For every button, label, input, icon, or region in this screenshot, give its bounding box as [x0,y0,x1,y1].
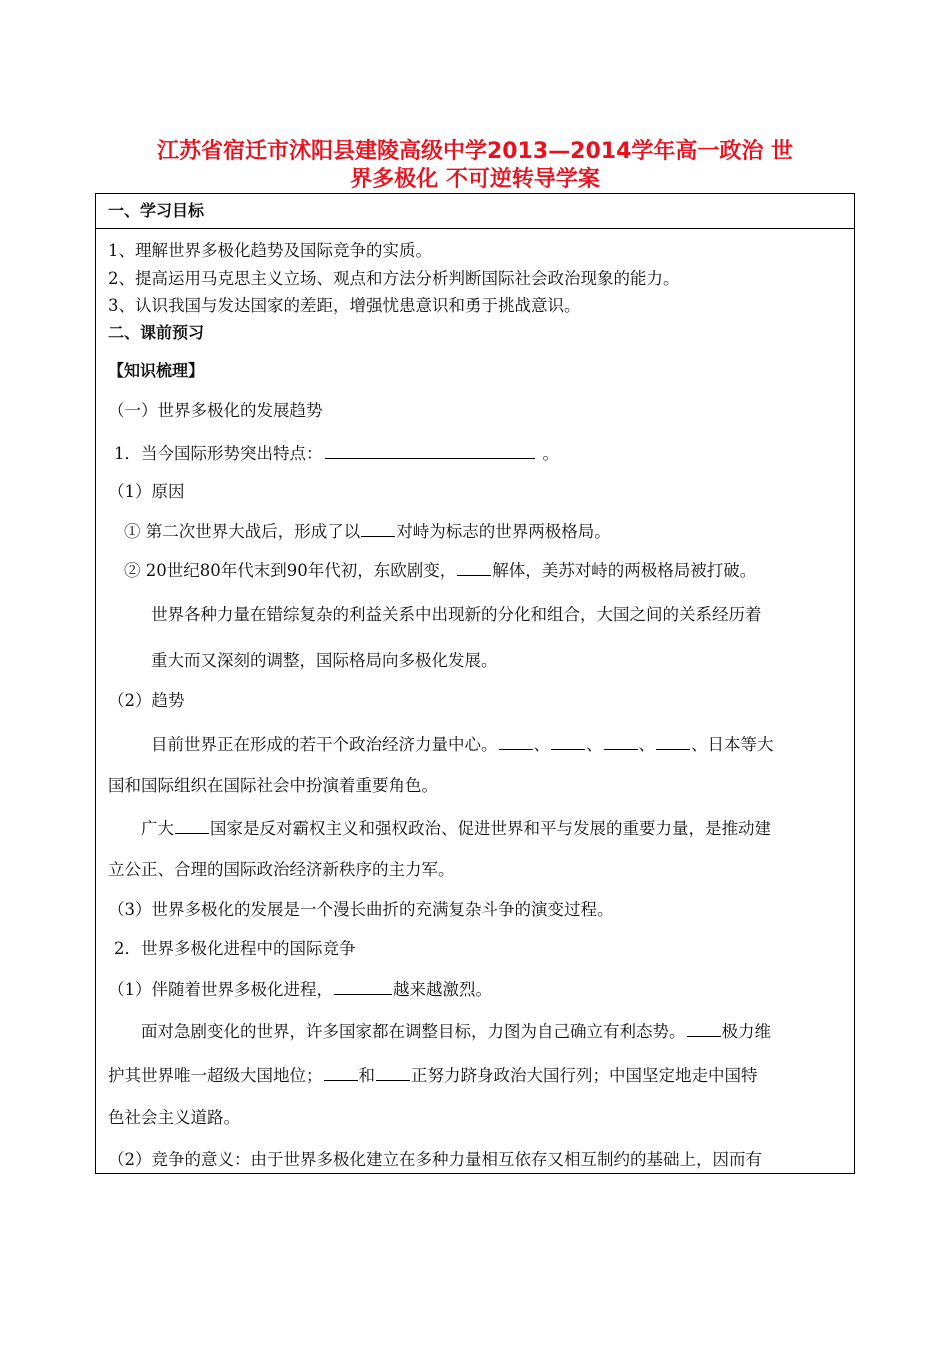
trend-line-3-end: 国家是反对霸权主义和强权政治、促进世界和平与发展的重要力量，是推动建 [210,819,771,838]
reason-heading: （1）原因 [108,482,185,501]
competition-line-2-text: 面对急剧变化的世界，许多国家都在调整目标，力图为自己确立有利态势。 [141,1022,686,1041]
header-divider [96,228,854,229]
trend-line-1-end: 、日本等大 [691,735,774,754]
fill-blank[interactable] [325,440,535,459]
competition-line-3 [108,1062,758,1088]
competition-line-1-end: 越来越激烈。 [393,980,492,999]
preview-heading: 二、课前预习 [108,323,205,342]
fill-blank[interactable] [687,1018,721,1037]
reason-item-1-end: 对峙为标志的世界两极格局。 [396,522,611,541]
reason-paragraph-line-2: 重大而又深刻的调整，国际格局向多极化发展。 [151,651,498,670]
reason-item-2 [124,557,756,583]
reason-item-2-text: ② 20世纪80年代末到90年代初，东欧剧变， [124,561,457,580]
trend-line-3 [141,815,771,841]
question-1-text: 1．当今国际形势突出特点： [114,444,323,463]
separator: 、 [533,735,550,754]
trend-line-1 [151,731,774,757]
separator: 、 [638,735,655,754]
trend-line-1-text: 目前世界正在形成的若干个政治经济力量中心。 [151,735,498,754]
fill-blank[interactable] [361,518,395,537]
competition-line-4: 色社会主义道路。 [108,1108,240,1127]
knowledge-heading: 【知识梳理】 [108,361,205,380]
reason-item-2-end: 解体，美苏对峙的两极格局被打破。 [492,561,757,580]
competition-line-1-text: （1）伴随着世界多极化进程， [108,980,333,999]
question-2: 2．世界多极化进程中的国际竞争 [114,939,356,958]
fill-blank[interactable] [376,1062,410,1081]
fill-blank[interactable] [499,731,533,750]
worksheet-table [95,193,855,1174]
trend-line-4: 立公正、合理的国际政治经济新秩序的主力军。 [108,860,455,879]
competition-line-3-end: 正努力跻身政治大国行列；中国坚定地走中国特 [411,1066,758,1085]
goal-1: 1、理解世界多极化趋势及国际竞争的实质。 [108,241,432,260]
conjunction: 和 [358,1066,375,1085]
question-1-end: 。 [542,444,559,463]
goals-heading: 一、学习目标 [108,201,205,220]
fill-blank[interactable] [551,731,585,750]
reason-item-1 [124,518,611,544]
document-title-line-1: 江苏省宿迁市沭阳县建陵高级中学2013—2014学年高一政治 世 [156,139,794,164]
competition-line-2 [141,1018,771,1044]
trend-line-3-text: 广大 [141,819,174,838]
competition-line-1 [108,976,492,1002]
fill-blank[interactable] [656,731,690,750]
goal-3: 3、认识我国与发达国家的差距，增强忧患意识和勇于挑战意识。 [108,296,581,315]
reason-item-1-text: ① 第二次世界大战后，形成了以 [124,522,361,541]
trend-line-2: 国和国际组织在国际社会中扮演着重要角色。 [108,776,438,795]
question-1 [114,440,559,466]
fill-blank[interactable] [604,731,638,750]
fill-blank[interactable] [175,815,209,834]
competition-line-3-text: 护其世界唯一超级大国地位； [108,1066,323,1085]
goal-2: 2、提高运用马克思主义立场、观点和方法分析判断国际社会政治现象的能力。 [108,269,680,288]
trend-heading: （2）趋势 [108,691,185,710]
document-title-line-2: 界多极化 不可逆转导学案 [350,167,600,192]
fill-blank[interactable] [457,557,491,576]
part-1-heading: （一）世界多极化的发展趋势 [108,401,323,420]
competition-significance: （2）竞争的意义：由于世界多极化建立在多种力量相互依存又相互制约的基础上，因而有 [108,1150,762,1169]
point-3: （3）世界多极化的发展是一个漫长曲折的充满复杂斗争的演变过程。 [108,900,614,919]
competition-line-2-end: 极力维 [721,1022,771,1041]
fill-blank[interactable] [334,976,392,995]
reason-paragraph-line-1: 世界各种力量在错综复杂的利益关系中出现新的分化和组合，大国之间的关系经历着 [151,605,762,624]
separator: 、 [586,735,603,754]
fill-blank[interactable] [324,1062,358,1081]
